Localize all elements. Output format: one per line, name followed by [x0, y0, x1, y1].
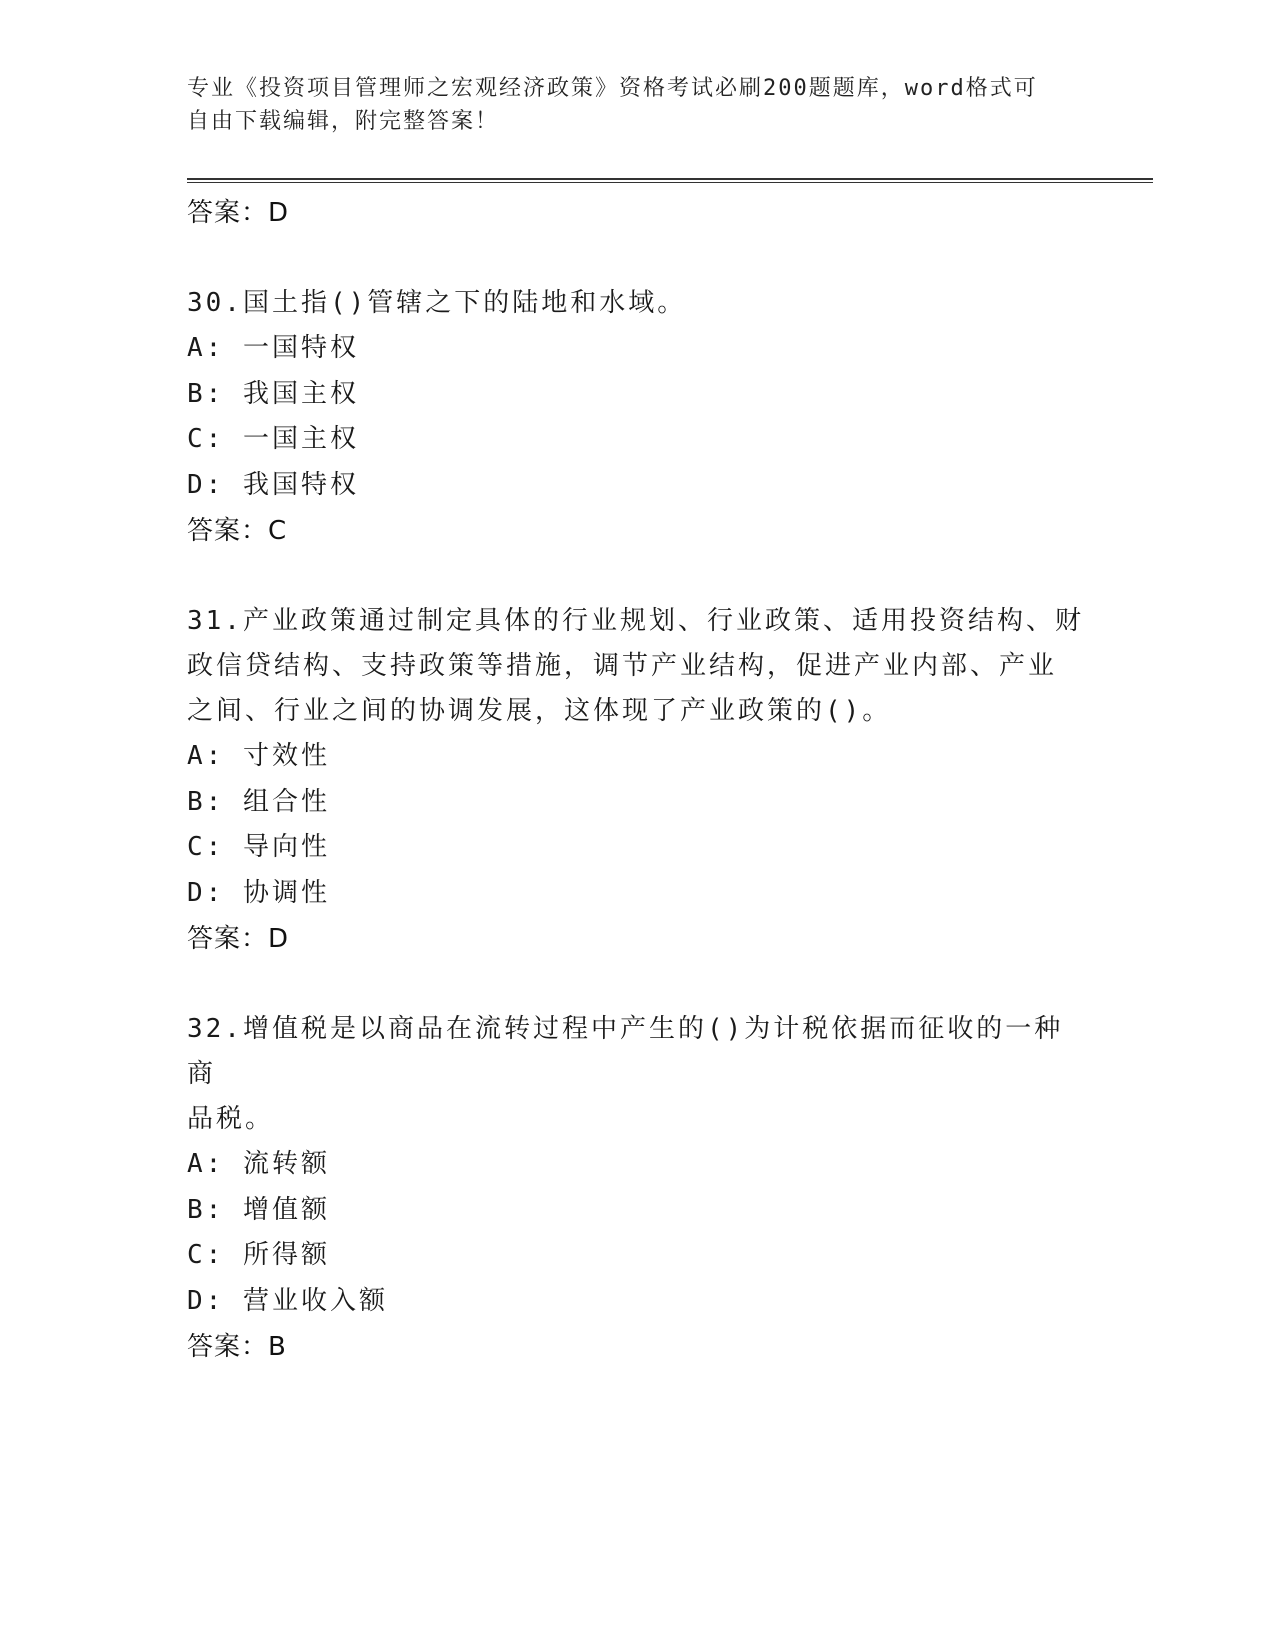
answer-line: 答案：C — [187, 516, 288, 546]
option-c: C: 所得额 — [187, 1240, 330, 1270]
option-a: A: 寸效性 — [187, 741, 330, 771]
previous-answer: 答案：D — [187, 198, 290, 228]
question-text-line: 品税。 — [187, 1104, 275, 1134]
option-a: A: 流转额 — [187, 1149, 330, 1179]
option-d: D: 我国特权 — [187, 469, 359, 500]
question-text-line: 31.产业政策通过制定具体的行业规划、行业政策、适用投资结构、财 — [187, 606, 1084, 636]
question-text-line: 之间、行业之间的协调发展，这体现了产业政策的()。 — [187, 696, 892, 726]
option-c: C: 一国主权 — [187, 424, 359, 454]
spacer — [187, 236, 1087, 281]
option-d: D: 营业收入额 — [187, 1285, 388, 1316]
question-block — [187, 1007, 1087, 1370]
question-text-line: 30.国土指()管辖之下的陆地和水域。 — [187, 288, 687, 318]
option-b: B: 增值额 — [187, 1194, 330, 1225]
option-c: C: 导向性 — [187, 832, 330, 862]
option-b: B: 组合性 — [187, 786, 330, 817]
header-line-2: 自由下载编辑，附完整答案！ — [187, 109, 500, 134]
option-a: A: 一国特权 — [187, 333, 359, 363]
spacer — [187, 962, 1087, 1007]
question-text-line: 政信贷结构、支持政策等措施，调节产业结构，促进产业内部、产业 — [187, 651, 1058, 681]
answer-line: 答案：B — [187, 1332, 287, 1362]
option-d: D: 协调性 — [187, 877, 330, 908]
option-b: B: 我国主权 — [187, 378, 359, 409]
question-block — [187, 281, 1087, 554]
header-line-1: 专业《投资项目管理师之宏观经济政策》资格考试必刷200题题库，word格式可 — [187, 76, 1038, 101]
question-block — [187, 599, 1087, 962]
question-list — [187, 190, 1087, 1370]
document-header — [187, 72, 1067, 138]
question-text-line: 32.增值税是以商品在流转过程中产生的()为计税依据而征收的一种商 — [187, 1014, 1064, 1089]
spacer — [187, 554, 1087, 599]
header-divider — [187, 178, 1153, 183]
answer-line: 答案：D — [187, 924, 290, 954]
